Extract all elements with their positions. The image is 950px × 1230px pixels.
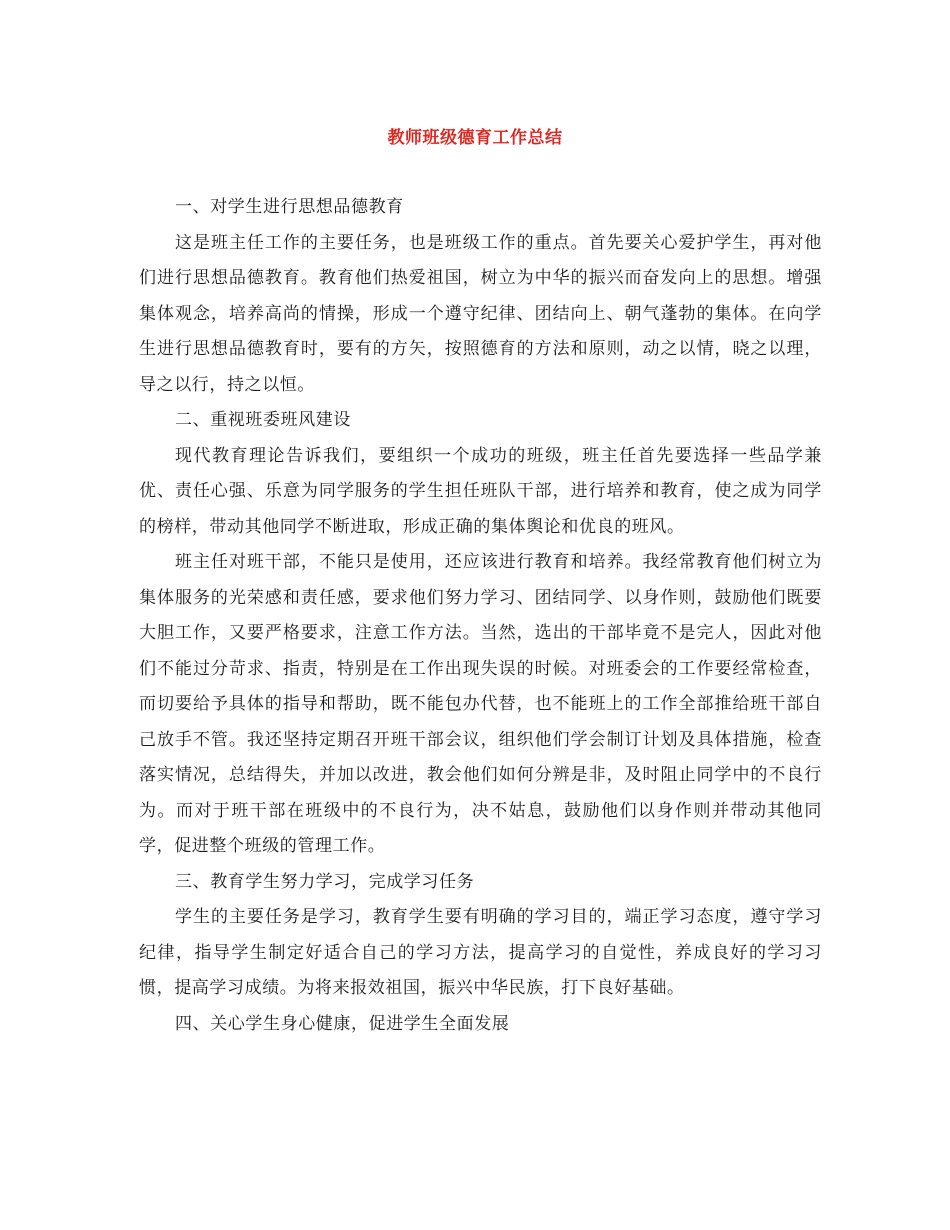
document-body — [139, 190, 822, 1042]
paragraph: 班主任对班干部，不能只是使用，还应该进行教育和培养。我经常教育他们树立为集体服务的光荣感和责任感，要求他们努力学习、团结同学、以身作则，鼓励他们既要大胆工作，又要严格要求，注意工作方法。当然，选出的干部毕竟不是完人，因此对他们不能过分苛求、指责，特别是在工作出现失误的时候。对班委会的工作要经常检查，而切要给予具体的指导和帮助，既不能包办代替，也不能班上的工作全部推给班干部自己放手不管。我还坚持定期召开班干部会议，组织他们学会制订计划及具体措施，检查落实情况，总结得失，并加以改进，教会他们如何分辨是非，及时阻止同学中的不良行为。而对于班干部在班级中的不良行为，决不姑息，鼓励他们以身作则并带动其他同学，促进整个班级的管理工作。 — [139, 552, 822, 856]
section-heading-4: 四、关心学生身心健康，促进学生全面发展 — [175, 1013, 510, 1034]
section-heading-2: 二、重视班委班风建设 — [175, 410, 351, 430]
paragraph: 学生的主要任务是学习，教育学生要有明确的学习目的，端正学习态度，遵守学习纪律，指导学生制定好适合自己的学习方法，提高学习的自觉性，养成良好的学习习惯，提高学习成绩。为将来报效祖国，振兴中华民族，打下良好基础。 — [139, 907, 822, 998]
paragraph: 这是班主任工作的主要任务，也是班级工作的重点。首先要关心爱护学生，再对他们进行思想品德教育。教育他们热爱祖国，树立为中华的振兴而奋发向上的思想。增强集体观念，培养高尚的情操，形成一个遵守纪律、团结向上、朝气蓬勃的集体。在向学生进行思想品德教育时，要有的方矢，按照德育的方法和原则，动之以情，晓之以理，导之以行，持之以恒。 — [139, 232, 822, 395]
section-heading-3: 三、教育学生努力学习，完成学习任务 — [175, 871, 475, 892]
paragraph: 现代教育理论告诉我们，要组织一个成功的班级，班主任首先要选择一些品学兼优、责任心强、乐意为同学服务的学生担任班队干部，进行培养和教育，使之成为同学的榜样，带动其他同学不断进取，形成正确的集体舆论和优良的班风。 — [139, 445, 822, 537]
document-title: 教师班级德育工作总结 — [387, 128, 563, 148]
section-heading-1: 一、对学生进行思想品德教育 — [175, 197, 404, 217]
